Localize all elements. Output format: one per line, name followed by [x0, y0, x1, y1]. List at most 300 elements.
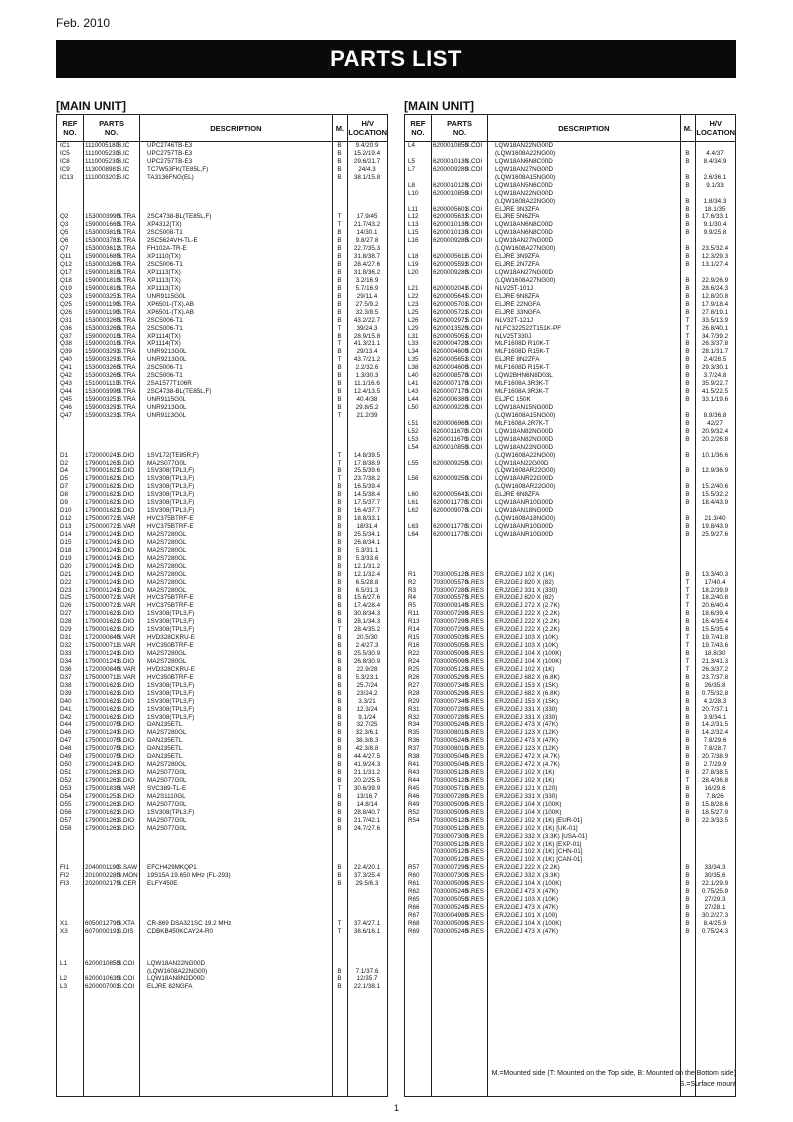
- table-row: [57, 174, 387, 182]
- part-number: [433, 555, 464, 563]
- mounted-side: [680, 237, 695, 245]
- hv-location: 20.7/38.9: [701, 753, 729, 761]
- ref-no: IC5: [60, 149, 70, 157]
- hv-location: 0.75/32.8: [701, 689, 729, 697]
- part-category: S.COI: [465, 165, 483, 173]
- hv-location: 10.1/36.6: [701, 451, 729, 459]
- hv-location: 2.2/32.6: [355, 364, 379, 372]
- ref-no: D2: [60, 459, 69, 467]
- part-category: S.TRA: [117, 380, 136, 388]
- hv-location: 42/27: [707, 419, 723, 427]
- part-number: 1590002010: [85, 340, 121, 348]
- hv-location: 25.7/24: [356, 681, 378, 689]
- table-row: [405, 555, 735, 563]
- hv-location: 20.9/32.4: [701, 427, 729, 435]
- mounted-side: T: [337, 356, 342, 364]
- hv-location: 18.5/27.9: [701, 808, 729, 816]
- part-number: 1750000721: [85, 515, 121, 523]
- table-row: [57, 968, 387, 976]
- ref-no: R69: [408, 927, 420, 935]
- ref-no: [405, 245, 431, 253]
- description: 2SC5006-T1: [147, 372, 183, 380]
- description: MA2S077G0L: [147, 816, 187, 824]
- mounted-side: B: [685, 221, 690, 229]
- part-number: 6200009070: [433, 507, 469, 515]
- hv-location: 9.4/20.9: [355, 142, 379, 149]
- description: ERJ2GEJ 473 X (47K): [495, 721, 558, 729]
- parts-no: [83, 698, 139, 706]
- ref-no: D7: [60, 483, 69, 491]
- table-row: [57, 975, 387, 983]
- parts-no: [431, 690, 487, 698]
- table-row: [405, 563, 735, 571]
- part-number: 1750001830: [85, 784, 121, 792]
- hv-location: 14.8/14: [356, 800, 378, 808]
- parts-no: [83, 618, 139, 626]
- hv-location: 22.3/33.5: [701, 816, 729, 824]
- mounted-side: B: [685, 197, 690, 205]
- ref-no: Q42: [60, 372, 72, 380]
- part-number: 7030005240: [433, 737, 469, 745]
- hv-location: [347, 841, 387, 849]
- part-number: 1590003291: [85, 348, 121, 356]
- part-number: 1590003251: [85, 292, 121, 300]
- table-row: [405, 301, 735, 309]
- description: ERJ2GEJ 331 X (330): [495, 705, 558, 713]
- ref-no: [405, 841, 431, 849]
- part-category: [464, 150, 487, 158]
- table-row: [57, 285, 387, 293]
- part-number: 7030005030: [433, 634, 469, 642]
- table-row: [57, 912, 387, 920]
- description: 1SV308(TPL3,F): [147, 808, 195, 816]
- ref-no: D55: [60, 800, 72, 808]
- mounted-side: B: [337, 300, 342, 308]
- parts-no: [431, 531, 487, 539]
- parts-no: [83, 372, 139, 380]
- part-category: [464, 539, 487, 547]
- part-number: 6200011770: [433, 530, 468, 538]
- description: (LQW1608A15NG00): [495, 173, 556, 181]
- hv-location: 15.5/32.2: [701, 491, 729, 499]
- part-number: 7030005040: [433, 761, 469, 769]
- description: ERJ2GEJ 332 X (3.3K) [USA-01]: [495, 832, 588, 840]
- table-row: [405, 587, 735, 595]
- parts-no: [431, 309, 487, 317]
- mounted-side: [332, 841, 347, 849]
- table-row: [57, 340, 387, 348]
- part-number: 6200005591: [433, 261, 469, 269]
- part-category: [116, 198, 139, 206]
- ref-no: [57, 428, 83, 436]
- part-category: S.COI: [465, 403, 483, 411]
- ref-no: Q39: [60, 348, 72, 356]
- description: MLF1608A 3R3K-T: [495, 380, 549, 388]
- table-row: [57, 364, 387, 372]
- part-category: S.DIO: [117, 745, 135, 753]
- part-number: 1590001660: [85, 221, 121, 229]
- hv-location: 44.4/27.5: [353, 753, 381, 761]
- ref-no: D44: [60, 721, 72, 729]
- part-number: 7030007290: [433, 618, 469, 626]
- part-category: S.VAR: [117, 665, 136, 673]
- parts-no: [83, 460, 139, 468]
- part-number: 1590001810: [85, 276, 121, 284]
- part-number: 6200006960: [433, 419, 469, 427]
- mounted-side: B: [685, 300, 690, 308]
- ref-no: L33: [408, 340, 419, 348]
- mounted-side: [332, 206, 347, 214]
- part-number: 7030005120: [433, 777, 469, 784]
- hv-location: 2.4/27.3: [355, 642, 379, 650]
- table-row: [405, 333, 735, 341]
- ref-no: R43: [408, 769, 420, 777]
- part-category: S.VAR: [117, 594, 136, 602]
- parts-no: [431, 594, 487, 602]
- ref-no: D33: [60, 650, 72, 657]
- mounted-side: B: [337, 769, 342, 777]
- hv-location: 26.8/30.9: [353, 657, 381, 665]
- parts-no: [83, 285, 139, 293]
- table-row: [57, 983, 387, 991]
- part-number: 6200009250: [433, 475, 469, 483]
- table-row: [57, 729, 387, 737]
- part-number: 7030008010: [433, 745, 469, 753]
- part-number: [85, 856, 116, 864]
- mounted-side: B: [685, 181, 690, 189]
- table-row: [57, 610, 387, 618]
- table-row: [57, 483, 387, 491]
- description: LQW18ANR10G00D: [495, 523, 554, 530]
- mounted-side: B: [337, 753, 342, 761]
- parts-no: [431, 737, 487, 745]
- hv-location: 12.1/32.4: [353, 570, 381, 578]
- mounted-side: [332, 833, 347, 841]
- hv-location: 43.2/22.7: [353, 316, 381, 324]
- description: (LQW1608A27NG00): [495, 245, 556, 253]
- mounted-side: B: [337, 578, 342, 586]
- parts-no: [431, 261, 487, 269]
- parts-no: [431, 428, 487, 436]
- ref-no: L62: [408, 507, 419, 515]
- description: ERJ2GEJ 331 X (330): [495, 713, 558, 721]
- part-category: S.DIS: [117, 927, 134, 935]
- parts-no: [431, 864, 487, 872]
- mounted-side: B: [337, 523, 342, 530]
- table-header: [405, 115, 735, 142]
- hv-location: 22.1/29.9: [701, 880, 729, 888]
- hv-location: 42.3/8.8: [355, 745, 379, 753]
- hv-location: [695, 142, 735, 150]
- parts-no: [83, 856, 139, 864]
- table-row: [57, 380, 387, 388]
- mounted-side: [680, 555, 695, 563]
- mounted-side: B: [337, 253, 342, 261]
- table-row: [57, 594, 387, 602]
- ref-no: Q17: [60, 269, 72, 276]
- ref-no: D57: [60, 816, 72, 824]
- description: EFCH429MKQP1: [147, 864, 197, 872]
- description: [139, 833, 332, 841]
- part-category: S.DIO: [117, 713, 135, 721]
- part-number: 7030005570: [433, 594, 469, 602]
- hv-location: 7.8/28.7: [703, 745, 727, 753]
- description: HVC375BTRF-E: [147, 594, 194, 602]
- parts-no: [431, 404, 487, 412]
- description: ELJRE 3N9ZFA: [495, 253, 540, 261]
- ref-no: R49: [408, 800, 420, 808]
- ref-no: L13: [408, 221, 419, 229]
- parts-no: [431, 499, 487, 507]
- part-number: [433, 515, 464, 523]
- part-number: 1130008981: [85, 165, 120, 173]
- hv-location: 43.7/21.2: [353, 356, 381, 364]
- part-number: 1530003781: [85, 237, 121, 245]
- ref-no: D36: [60, 665, 72, 673]
- table-row: [57, 261, 387, 269]
- part-category: S.COI: [465, 237, 483, 245]
- parts-table: [404, 114, 736, 1097]
- parts-no: [83, 912, 139, 920]
- table-body: [57, 142, 387, 1096]
- description: ERJ2GEJ 153 X (15K): [495, 697, 558, 705]
- ref-no: [57, 833, 83, 841]
- ref-no: L38: [408, 364, 419, 372]
- ref-no: L35: [408, 356, 419, 364]
- ref-no: L43: [408, 388, 419, 396]
- part-number: [85, 436, 116, 444]
- description: [139, 198, 332, 206]
- part-category: [464, 245, 487, 253]
- hv-location: [347, 952, 387, 960]
- parts-no: [431, 190, 487, 198]
- description: ERJ2GEJ 222 X (2.2K): [495, 610, 560, 618]
- parts-no: [83, 587, 139, 595]
- part-category: S.DIO: [117, 816, 135, 824]
- part-number: 7030005290: [433, 673, 469, 681]
- table-row: [405, 317, 735, 325]
- part-category: S.TRA: [117, 300, 136, 308]
- table-row: [57, 213, 387, 221]
- part-number: 1790001241: [85, 538, 121, 546]
- mounted-side: B: [685, 610, 690, 618]
- parts-no: [431, 785, 487, 793]
- part-number: 1720000840: [85, 634, 121, 642]
- table-row: [57, 864, 387, 872]
- parts-no: [83, 253, 139, 261]
- mounted-side: T: [685, 634, 690, 642]
- description: LQW18AN82NG00D: [495, 427, 554, 435]
- mounted-side: [332, 182, 347, 190]
- part-category: S.TRA: [117, 364, 136, 372]
- ref-no: R31: [408, 705, 420, 713]
- mounted-side: T: [337, 475, 342, 483]
- ref-no: L7: [408, 165, 416, 173]
- hv-location: 7.8/29.6: [703, 737, 727, 745]
- table-row: [405, 658, 735, 666]
- parts-no: [83, 293, 139, 301]
- description: [139, 912, 332, 920]
- ref-no: Q3: [60, 221, 69, 229]
- hv-location: 24.7/27.6: [353, 824, 381, 832]
- mounted-side: B: [337, 697, 342, 705]
- description: DAN235ETL: [147, 753, 183, 761]
- table-row: [405, 182, 735, 190]
- part-category: S.RES: [465, 681, 484, 689]
- hv-location: 38.3/8.3: [355, 737, 379, 745]
- ref-no: D38: [60, 681, 72, 689]
- parts-no: [83, 229, 139, 237]
- ref-no: X3: [60, 927, 68, 935]
- parts-no: [83, 428, 139, 436]
- parts-no: [83, 531, 139, 539]
- part-number: 1590003251: [85, 396, 121, 403]
- mounted-side: B: [337, 308, 342, 316]
- ref-no: L21: [408, 284, 419, 292]
- ref-no: R4: [408, 594, 417, 602]
- hv-location: 21.1/31.2: [353, 769, 381, 777]
- part-category: S.MON: [117, 872, 138, 880]
- parts-column-right: [404, 98, 736, 1097]
- hv-location: 29.3/30.1: [701, 364, 729, 372]
- table-row: [57, 325, 387, 333]
- mounted-side: [332, 856, 347, 864]
- description: MA2S7280GL: [147, 530, 187, 538]
- mounted-side: B: [685, 872, 690, 880]
- table-row: [405, 380, 735, 388]
- description: MLF1608A 2R7K-T: [495, 419, 549, 427]
- description: LQW18AN27NG00D: [495, 165, 554, 173]
- table-row: [405, 158, 735, 166]
- parts-no: [83, 436, 139, 444]
- parts-no: [431, 634, 487, 642]
- description: 2SA1577T106R: [147, 380, 192, 388]
- part-category: S.RES: [465, 927, 484, 935]
- mounted-side: [680, 475, 695, 483]
- description: ERJ2GEJ 102 X (1K): [495, 769, 555, 777]
- mounted-side: B: [685, 880, 690, 888]
- ref-no: R54: [408, 816, 420, 824]
- hv-location: 33/34.3: [704, 864, 726, 872]
- hv-location: 22.9/26.9: [701, 276, 729, 284]
- hv-location: 2.6/36.1: [703, 173, 727, 181]
- table-row: [405, 547, 735, 555]
- footnote: [404, 1068, 736, 1090]
- hv-location: 27/28.1: [704, 904, 726, 911]
- parts-no: [83, 555, 139, 563]
- table-row: [57, 444, 387, 452]
- ref-no: L11: [408, 205, 419, 213]
- hv-location: 5.7/16.9: [355, 284, 379, 292]
- description: XP1114(TX): [147, 340, 181, 348]
- part-number: 1790001621: [85, 697, 121, 705]
- ref-no: R22: [408, 650, 420, 657]
- hv-location: 14.8/39.5: [353, 451, 381, 459]
- hv-location: 30/35.6: [704, 872, 726, 880]
- ref-no: L60: [408, 491, 419, 499]
- mounted-side: [332, 848, 347, 856]
- mounted-side: B: [685, 157, 690, 165]
- part-category: S.RES: [465, 705, 484, 713]
- description: ELFY450E: [147, 880, 178, 888]
- mounted-side: B: [685, 530, 690, 538]
- description: [139, 841, 332, 849]
- description: ELJRE 82NGFA: [147, 983, 193, 991]
- part-number: 6200010630: [85, 975, 121, 983]
- ref-no: X1: [60, 919, 68, 927]
- part-number: 1530003260: [85, 324, 121, 332]
- part-number: 7030005290: [433, 689, 469, 697]
- table-row: [405, 626, 735, 634]
- ref-no: [57, 856, 83, 864]
- ref-no: Q12: [60, 261, 72, 269]
- table-row: [57, 452, 387, 460]
- hv-location: 15.5/35.4: [701, 626, 729, 634]
- part-category: [116, 190, 139, 198]
- table-row: [57, 539, 387, 547]
- part-number: 7030007340: [433, 697, 469, 705]
- parts-no: [83, 602, 139, 610]
- hv-location: 18/31.4: [356, 523, 378, 530]
- ref-no: R52: [408, 808, 420, 816]
- description: MA2S077G0L: [147, 777, 187, 784]
- parts-no: [83, 364, 139, 372]
- hv-location: 14.2/32.4: [701, 729, 729, 737]
- part-category: S.COI: [465, 388, 483, 396]
- ref-no: Q7: [60, 245, 69, 253]
- description: 1SV308(TPL3,F): [147, 491, 195, 499]
- table-row: [405, 229, 735, 237]
- description: [139, 936, 332, 944]
- description: ELJRE 2N7ZFA: [495, 261, 540, 269]
- hv-location: [347, 428, 387, 436]
- description: ERJ2GEJ 123 X (12K): [495, 745, 558, 753]
- hv-location: 16/29.6: [704, 784, 726, 792]
- part-number: [85, 968, 116, 976]
- ref-no: [57, 436, 83, 444]
- hv-location: 17.5/37.7: [353, 499, 381, 507]
- table-row: [405, 785, 735, 793]
- parts-no: [431, 587, 487, 595]
- mounted-side: B: [337, 276, 342, 284]
- ref-no: [405, 467, 431, 475]
- part-number: 7030005710: [433, 784, 469, 792]
- description: LQW18ANR22G00D: [495, 475, 554, 483]
- part-category: S.DIO: [117, 507, 135, 515]
- hv-location: 12/35.7: [356, 975, 378, 983]
- mounted-side: B: [685, 380, 690, 388]
- part-number: 1790001261: [85, 800, 121, 808]
- part-number: 6200005721: [433, 308, 469, 316]
- ref-no: [57, 936, 83, 944]
- part-category: [116, 968, 139, 976]
- part-category: S.TRA: [117, 253, 136, 261]
- part-category: [116, 436, 139, 444]
- ref-no: Q36: [60, 324, 72, 332]
- table-row: [57, 825, 387, 833]
- parts-no: [83, 277, 139, 285]
- part-category: [464, 515, 487, 523]
- table-row: [57, 841, 387, 849]
- part-category: S.COI: [465, 380, 483, 388]
- parts-no: [83, 563, 139, 571]
- ref-no: Q46: [60, 403, 72, 411]
- hv-location: 41.5/22.5: [701, 388, 729, 396]
- header-parts-no: PARTS NO.: [84, 115, 141, 141]
- table-row: [57, 475, 387, 483]
- parts-no: [83, 237, 139, 245]
- part-number: 1590003231: [85, 411, 121, 419]
